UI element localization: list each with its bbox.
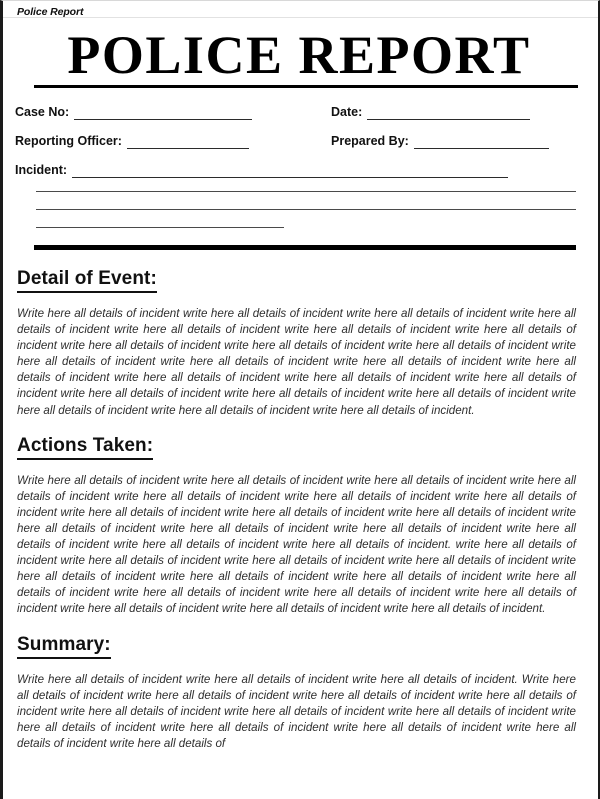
field-input-case-no[interactable] <box>74 107 252 120</box>
field-case-no[interactable] <box>15 105 331 120</box>
document-title-area <box>3 18 598 84</box>
field-input-incident[interactable] <box>72 165 508 178</box>
field-input-prepared-by[interactable] <box>414 136 549 149</box>
field-input-date[interactable] <box>367 107 530 120</box>
window-tab-label: Police Report <box>17 6 84 18</box>
section-summary <box>3 618 598 752</box>
section-body-detail-of-event: Write here all details of incident write here all details of incident write here all details of incident write here all details of incident write here all details of incident write here all details of incident write here all details of incident write here all details of incident write here all details of incident write here all details of incident write here all details of incident write here all details of incident write here all details of incident write here all details of incident write here all details of incident write here all details of incident write here all details of incident write here all details of incident write here all details of incident write here all details of incident write here all details of incident write here all details of incident write here all details of incident. <box>17 307 576 417</box>
form-row-incident <box>3 163 598 178</box>
section-body-actions-taken: Write here all details of incident write here all details of incident write here all details of incident write here all details of incident write here all details of incident write here all details of incident write here all details of incident write here all details of incident write here all details of incident write here all details of incident write here all details of incident write here all details of incident write here all details of incident write here all details of incident write here all details of incident write here all details of incident. write here all details of incident write here all details of incident write here all details of incident write here all details of incident write here all details of incident write here all details of incident write here all details of incident write here all details of incident write here all details of incident write here all details of incident write here all details of incident write here all details of incident write here all details of incident write here all details of incident. <box>17 473 576 616</box>
field-reporting-officer[interactable] <box>15 134 331 149</box>
field-label-date: Date: <box>331 105 363 119</box>
section-heading-summary: Summary: <box>17 634 111 659</box>
field-label-incident: Incident: <box>15 163 68 177</box>
field-label-reporting-officer: Reporting Officer: <box>15 134 122 148</box>
form-row-case-date <box>3 105 598 120</box>
field-label-prepared-by: Prepared By: <box>331 134 409 148</box>
section-actions-taken <box>3 419 598 618</box>
window-tab-bar <box>3 1 598 18</box>
incident-continuation-line-2[interactable] <box>36 209 576 210</box>
field-label-case-no: Case No: <box>15 105 70 119</box>
section-heading-detail-of-event: Detail of Event: <box>17 268 157 293</box>
incident-continuation-line-1[interactable] <box>36 191 576 192</box>
section-heading-actions-taken: Actions Taken: <box>17 435 153 460</box>
field-input-reporting-officer[interactable] <box>127 136 249 149</box>
incident-continuation-line-3[interactable] <box>36 227 284 228</box>
field-date[interactable] <box>331 105 578 120</box>
section-detail-of-event <box>3 250 598 419</box>
field-incident[interactable] <box>15 163 508 178</box>
field-prepared-by[interactable] <box>331 134 578 149</box>
form-fields-block <box>3 88 598 228</box>
form-row-officer-prepared <box>3 134 598 149</box>
page-title: POLICE REPORT <box>67 25 531 85</box>
section-body-summary: Write here all details of incident write here all details of incident write here all details of incident. Write here all details of incident write here all details of incident write here all details of incident write here all details of incident write here all details of incident write here all details of incident write here all details of incident write here all details of incident write here all details of incident write here all details of incident write here all details of incident write here all details of <box>17 672 576 750</box>
